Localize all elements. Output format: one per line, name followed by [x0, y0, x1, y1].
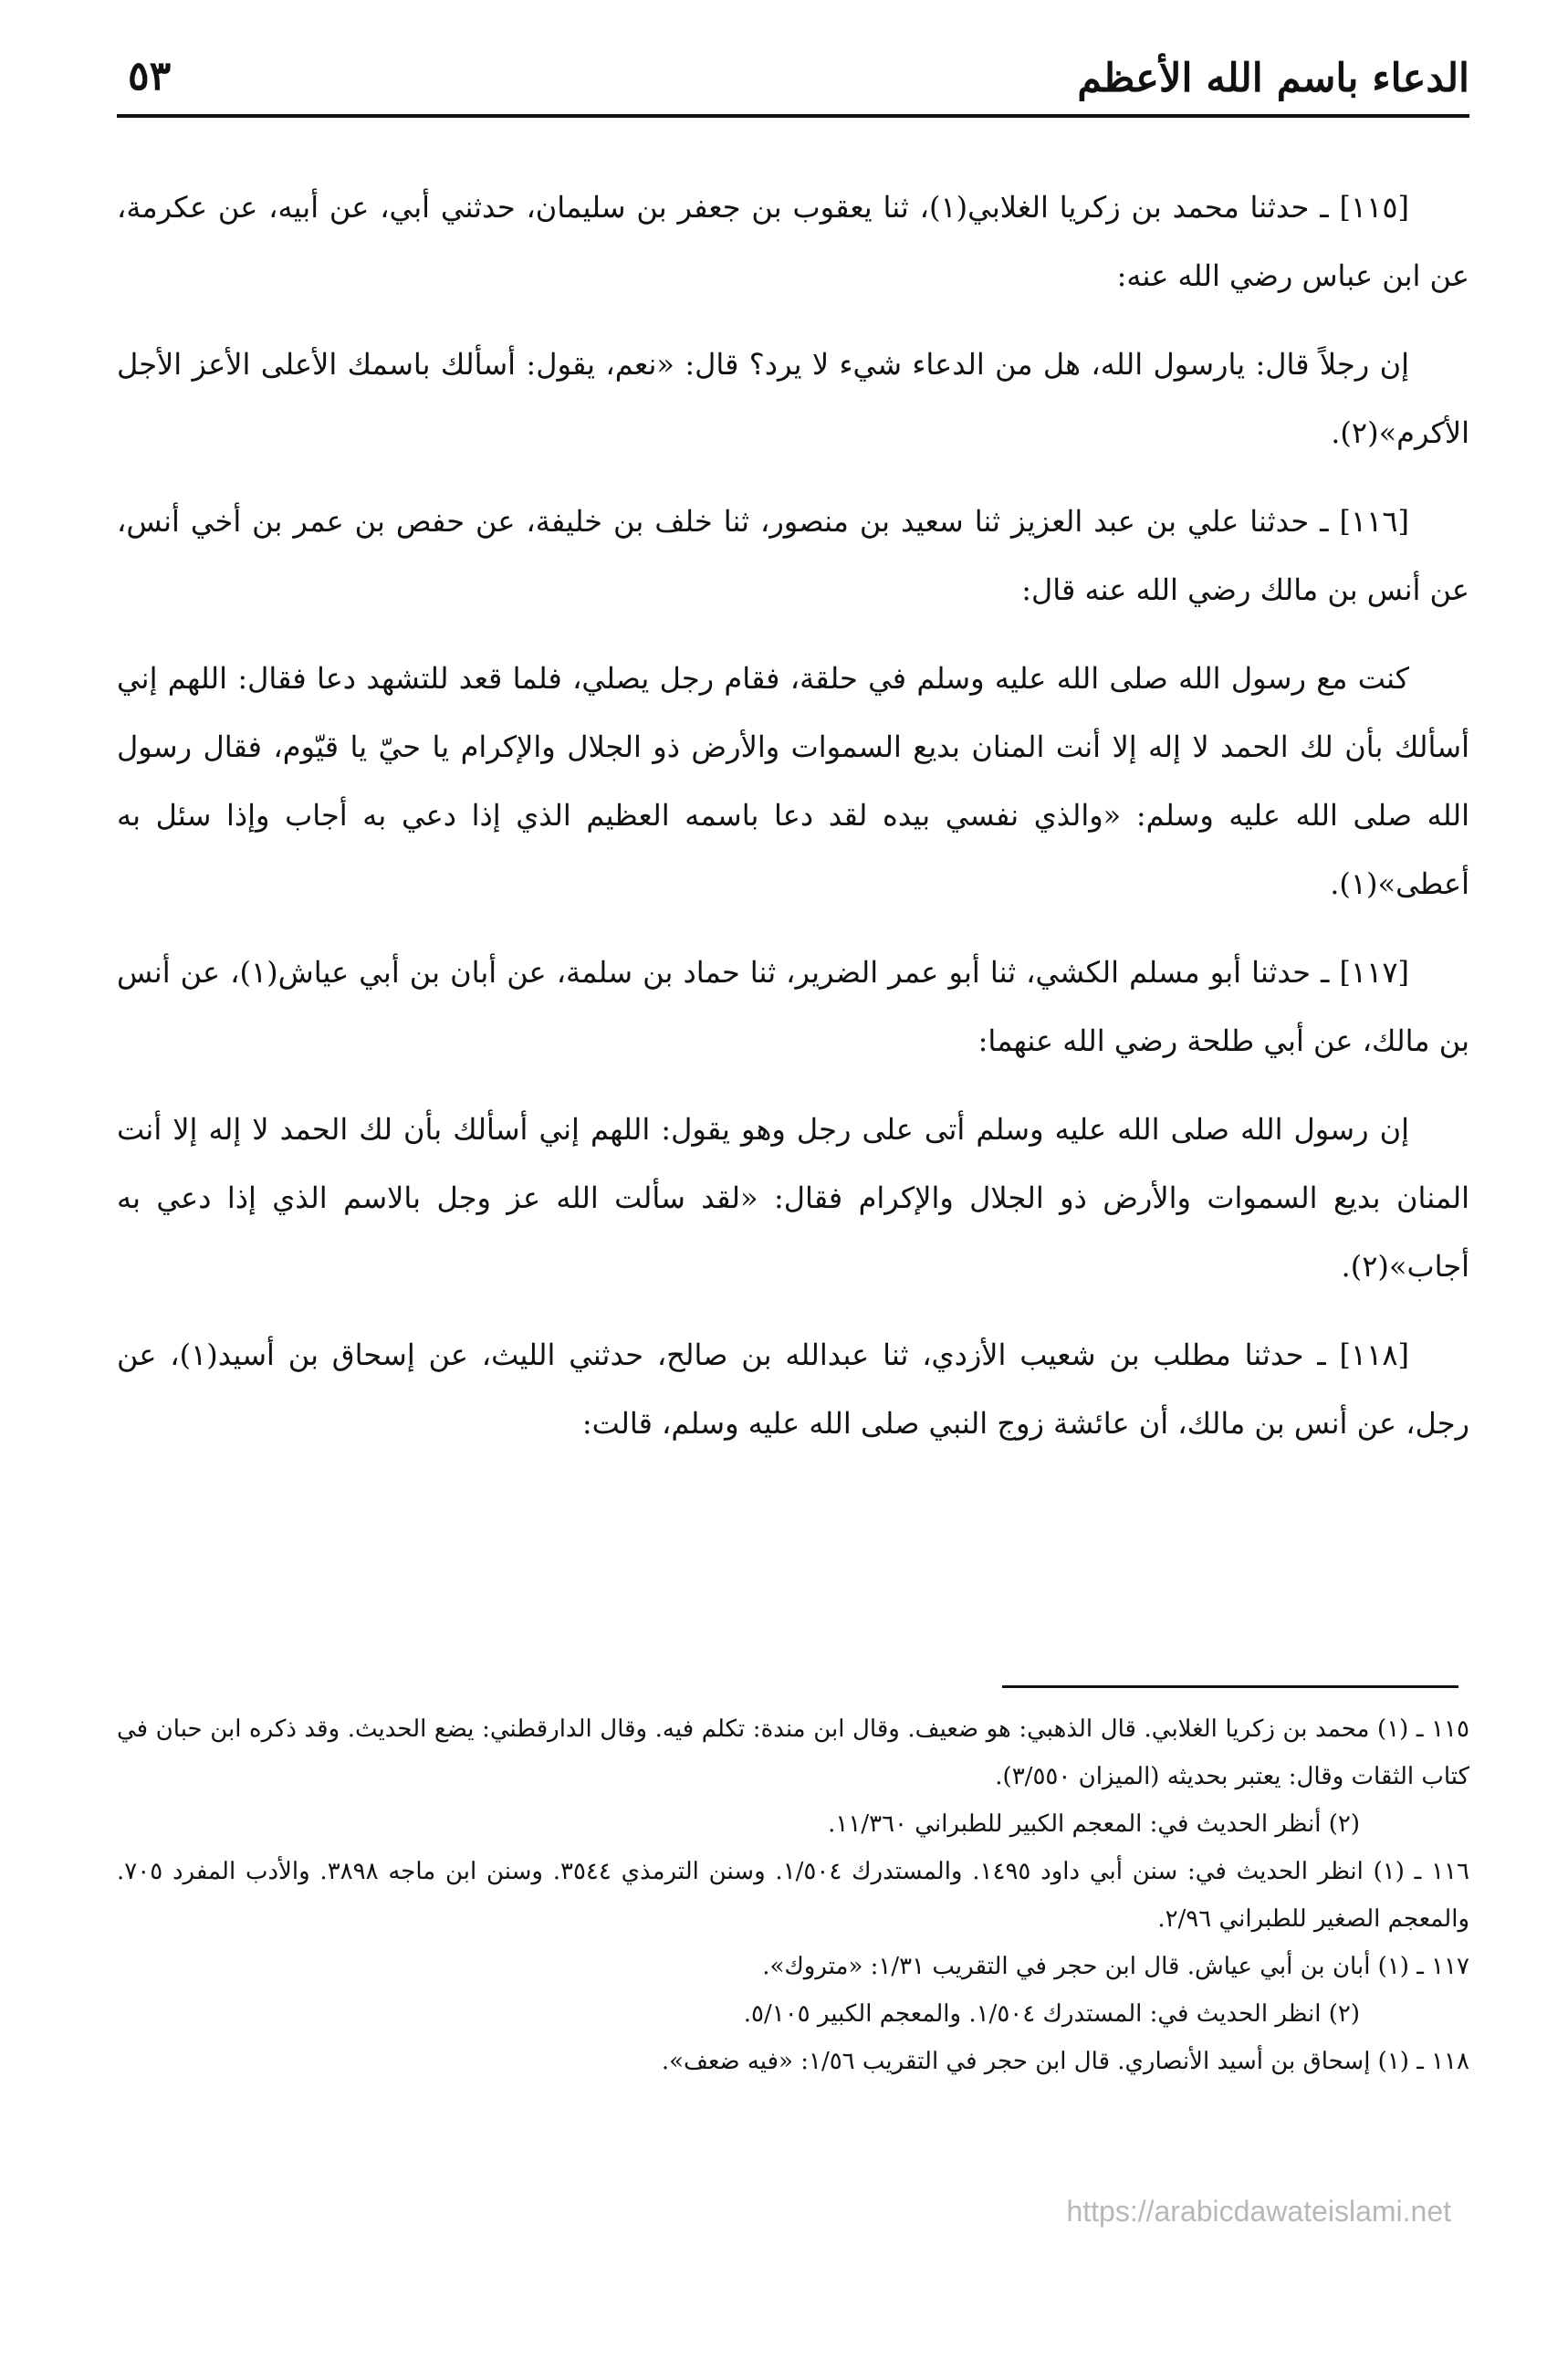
- running-title: الدعاء باسم الله الأعظم: [1077, 56, 1469, 101]
- footnote-118-1: ١١٨ ـ (١) إسحاق بن أسيد الأنصاري. قال ابن حجر في التقريب ١/٥٦: «فيه ضعف».: [661, 2048, 1469, 2075]
- hadith-115-isnad: [١١٥] ـ حدثنا محمد بن زكريا الغلابي(١)، ثنا يعقوب بن جعفر بن سليمان، حدثني أبي، عن أبيه، عن عكرمة، عن ابن عباس رضي الله عنه:: [117, 190, 1469, 293]
- watermark-url: https://arabicdawateislami.net: [1066, 2195, 1451, 2228]
- hadith-118-isnad: [١١٨] ـ حدثنا مطلب بن شعيب الأزدي، ثنا عبدالله بن صالح، حدثني الليث، عن إسحاق بن أسيد(١)، عن رجل، عن أنس بن مالك، أن عائشة زوج النبي صلى الله عليه وسلم، قالت:: [117, 1337, 1469, 1441]
- footnotes: [117, 1705, 1469, 2085]
- footnote-separator: [1002, 1685, 1458, 1688]
- hadith-117-isnad: [١١٧] ـ حدثنا أبو مسلم الكشي، ثنا أبو عمر الضرير، ثنا حماد بن سلمة، عن أبان بن أبي عياش(١)، عن أنس بن مالك، عن أبي طلحة رضي الله عنهما:: [117, 955, 1469, 1058]
- footnote-116-1: ١١٦ ـ (١) انظر الحديث في: سنن أبي داود ١٤٩٥. والمستدرك ١/٥٠٤. وسنن الترمذي ٣٥٤٤. وسنن ابن ماجه ٣٨٩٨. والأدب المفرد ٧٠٥. والمعجم الصغير للطبراني ٢/٩٦.: [117, 1858, 1469, 1933]
- footnote-115-1: ١١٥ ـ (١) محمد بن زكريا الغلابي. قال الذهبي: هو ضعيف. وقال ابن مندة: تكلم فيه. وقال الدارقطني: يضع الحديث. وقد ذكره ابن حبان في كتاب الثقات وقال: يعتبر بحديثه (الميزان ٣/٥٥٠).: [117, 1715, 1469, 1790]
- hadith-117-matn: إن رسول الله صلى الله عليه وسلم أتى على رجل وهو يقول: اللهم إني أسألك بأن لك الحمد لا إله إلا أنت المنان بديع السموات والأرض ذو الجلال والإكرام فقال: «لقد سألت الله عز وجل بالاسم الذي إذا دعي به أجاب»(٢).: [117, 1112, 1470, 1284]
- page-number: ٥٣: [128, 53, 172, 100]
- header-rule: [117, 114, 1469, 118]
- footnote-115-2: (٢) أنظر الحديث في: المعجم الكبير للطبراني ١١/٣٦٠.: [828, 1810, 1360, 1838]
- footnote-117-1: ١١٧ ـ (١) أبان بن أبي عياش. قال ابن حجر في التقريب ١/٣١: «متروك».: [762, 1953, 1469, 1980]
- hadith-116-isnad: [١١٦] ـ حدثنا علي بن عبد العزيز ثنا سعيد بن منصور، ثنا خلف بن خليفة، عن حفص بن عمر بن أخي أنس، عن أنس بن مالك رضي الله عنه قال:: [117, 504, 1469, 607]
- main-text: [117, 173, 1469, 1478]
- page-header: [117, 44, 1469, 115]
- hadith-115-matn: إن رجلاً قال: يارسول الله، هل من الدعاء شيء لا يرد؟ قال: «نعم، يقول: أسألك باسمك الأعلى الأعز الأجل الأكرم»(٢).: [117, 347, 1469, 450]
- footnote-117-2: (٢) انظر الحديث في: المستدرك ١/٥٠٤. والمعجم الكبير ٥/١٠٥.: [743, 2000, 1360, 2028]
- hadith-116-matn: كنت مع رسول الله صلى الله عليه وسلم في حلقة، فقام رجل يصلي، فلما قعد للتشهد دعا فقال: اللهم إني أسألك بأن لك الحمد لا إله إلا أنت المنان بديع السموات والأرض ذو الجلال والإكرام يا حيّ يا قيّوم، فقال رسول الله صلى الله عليه وسلم: «والذي نفسي بيده لقد دعا باسمه العظيم الذي إذا دعي به أجاب وإذا سئل به أعطى»(١).: [117, 661, 1470, 901]
